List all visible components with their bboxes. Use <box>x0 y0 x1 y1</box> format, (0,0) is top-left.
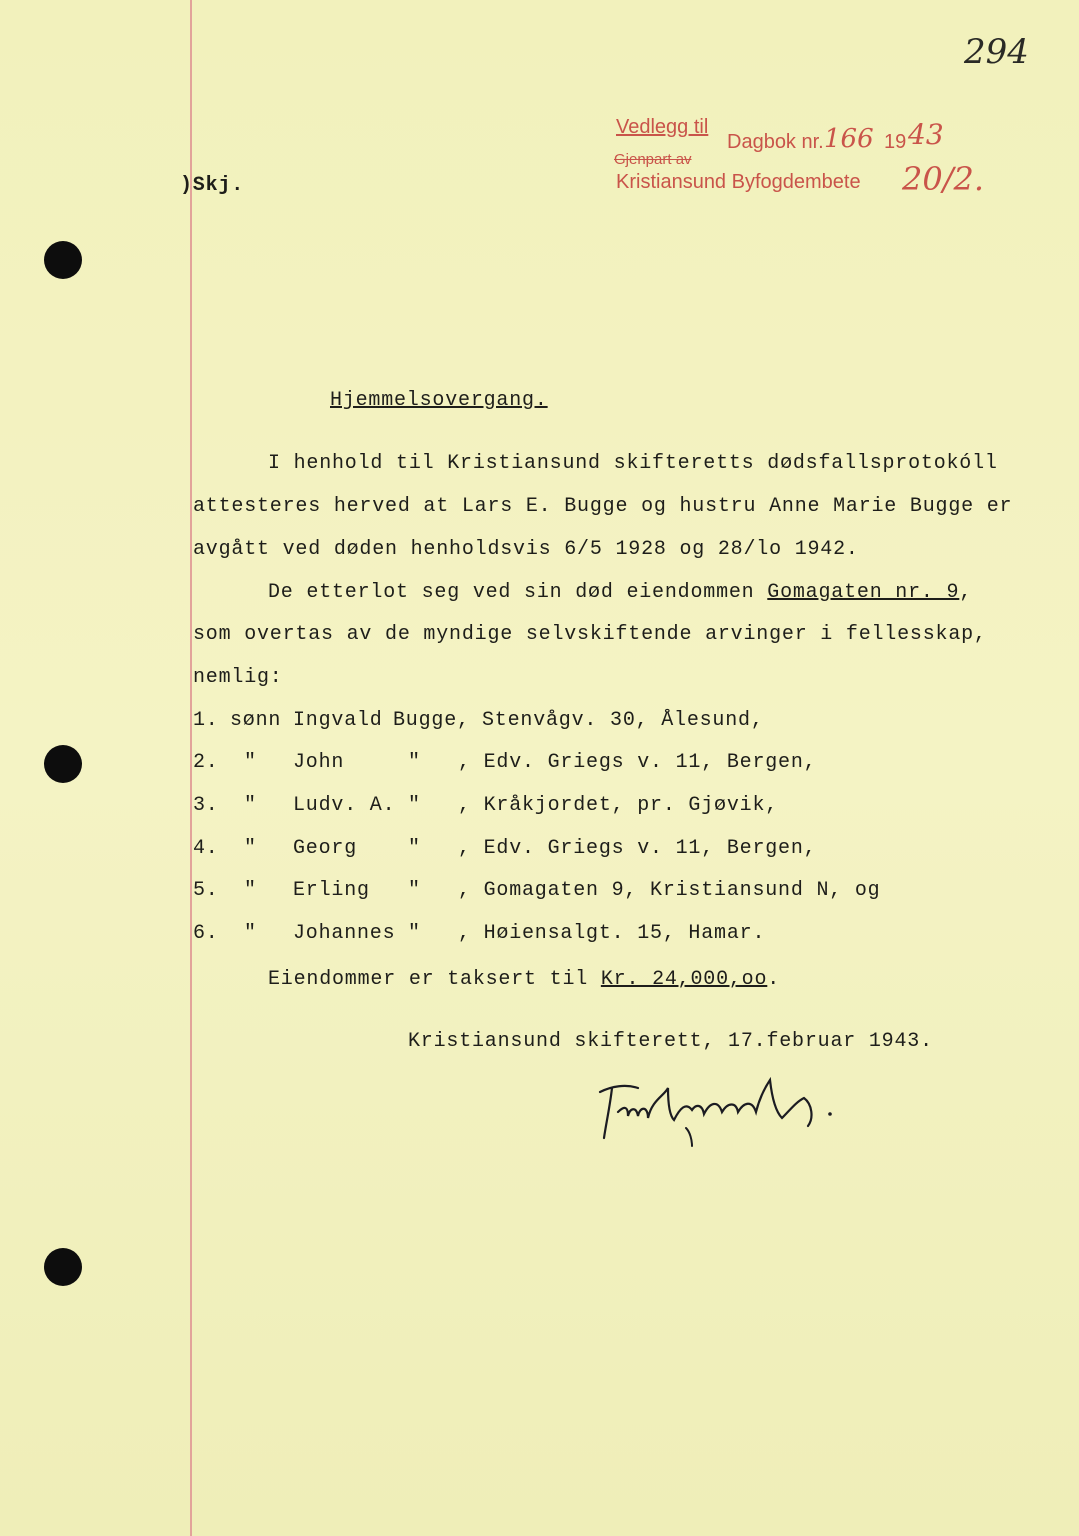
paragraph1-line3: avgått ved døden henholdsvis 6/5 1928 og 28/lo 1942. <box>193 538 859 561</box>
heir-5-name: Erling <box>293 879 370 902</box>
paragraph2-suffix: , <box>959 581 973 604</box>
heir-2-num: 2. <box>193 751 219 774</box>
heir-5-num: 5. <box>193 879 219 902</box>
stamp-office: Kristiansund Byfogdembete <box>616 171 861 193</box>
heir-4-name: Georg <box>293 837 358 860</box>
valuation-prefix: Eiendommer er taksert til <box>268 968 601 991</box>
place-date: Kristiansund skifterett, 17.februar 1943. <box>408 1030 933 1053</box>
paragraph2-prefix: De etterlot seg ved sin død eiendommen <box>268 581 768 604</box>
corner-mark: )Skj. <box>180 174 245 197</box>
heir-2-surname: " <box>408 751 421 774</box>
heir-4-relation: " <box>244 837 257 860</box>
heir-2-address: , Edv. Griegs v. 11, Bergen, <box>458 751 817 774</box>
valuation-suffix: . <box>767 968 781 991</box>
punch-hole-top <box>44 241 82 279</box>
heir-4-surname: " <box>408 837 421 860</box>
stamp-year-prefix: 19 <box>884 131 907 153</box>
heir-3-surname: " <box>408 794 421 817</box>
document-title: Hjemmelsovergang. <box>330 389 548 412</box>
stamp-dagbok-number: 166 <box>824 124 874 154</box>
valuation-line <box>268 968 780 991</box>
heir-1-surname: Bugge, <box>393 709 470 732</box>
stamp-year-suffix: 43 <box>908 118 944 151</box>
heir-1-num: 1. <box>193 709 219 732</box>
signature-drawing <box>590 1070 850 1150</box>
heir-2-relation: " <box>244 751 257 774</box>
heir-5-surname: " <box>408 879 421 902</box>
stamp-vedlegg-til: Vedlegg til <box>616 116 709 138</box>
heir-3-num: 3. <box>193 794 219 817</box>
heir-2-name: John <box>293 751 345 774</box>
valuation-amount: Kr. 24,000,oo <box>600 968 768 991</box>
page-number: 294 <box>964 32 1029 72</box>
heir-3-relation: " <box>244 794 257 817</box>
heir-3-address: , Kråkjordet, pr. Gjøvik, <box>458 794 779 817</box>
heir-3-name: Ludv. A. <box>293 794 396 817</box>
heir-6-address: , Høiensalgt. 15, Hamar. <box>458 922 766 945</box>
heir-1-name: Ingvald <box>293 709 383 732</box>
heir-4-num: 4. <box>193 837 219 860</box>
paragraph2-line3: nemlig: <box>193 666 283 689</box>
margin-line <box>190 0 192 1536</box>
heir-1-address: Stenvågv. 30, Ålesund, <box>482 709 764 732</box>
stamp-date: 20/2. <box>902 160 985 198</box>
heir-1-relation: sønn <box>230 709 282 732</box>
paragraph2-line1 <box>268 581 972 604</box>
paragraph1-line1: I henhold til Kristiansund skifteretts dødsfallsprotokóll <box>268 452 998 475</box>
heir-5-relation: " <box>244 879 257 902</box>
heir-6-surname: " <box>408 922 421 945</box>
heir-5-address: , Gomagaten 9, Kristiansund N, og <box>458 879 881 902</box>
stamp-dagbok-label: Dagbok nr. <box>727 131 824 153</box>
paragraph1-line2: attesteres herved at Lars E. Bugge og hustru Anne Marie Bugge er <box>193 495 1013 518</box>
stamp-struck-word: Gjenpart av <box>614 151 692 168</box>
heir-6-num: 6. <box>193 922 219 945</box>
punch-hole-bottom <box>44 1248 82 1286</box>
property-name: Gomagaten nr. 9 <box>767 581 960 604</box>
heir-6-name: Johannes <box>293 922 396 945</box>
punch-hole-middle <box>44 745 82 783</box>
paragraph2-line2: som overtas av de myndige selvskiftende arvinger i fellesskap, <box>193 623 987 646</box>
heir-6-relation: " <box>244 922 257 945</box>
heir-4-address: , Edv. Griegs v. 11, Bergen, <box>458 837 817 860</box>
